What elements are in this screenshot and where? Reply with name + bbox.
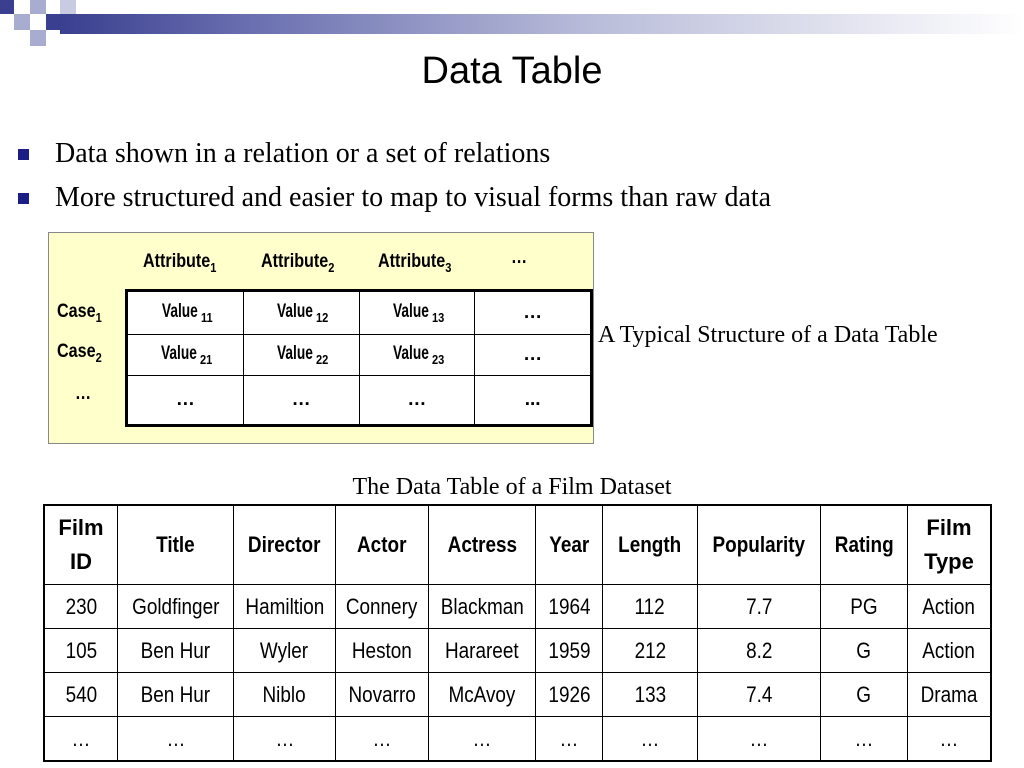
table-cell: Niblo (234, 673, 336, 717)
table-cell: 1926 (536, 673, 603, 717)
table-cell: … (821, 717, 908, 762)
attribute-ellipsis: … (511, 247, 528, 268)
square-bullet-icon (18, 193, 29, 204)
attribute-header: Attribute$_2$ (261, 251, 335, 275)
table-cell: 8.2 (698, 629, 821, 673)
header-square (14, 14, 30, 30)
table-row (127, 291, 592, 335)
bullet-item (14, 132, 771, 176)
table-cell: 112 (603, 585, 698, 629)
attribute-header: Attribute$_1$ (143, 251, 217, 275)
table-cell: 105 (44, 629, 118, 673)
table-cell: 230 (44, 585, 118, 629)
table-cell: Ben Hur (118, 673, 234, 717)
table-cell: 1964 (536, 585, 603, 629)
table-cell: 133 (603, 673, 698, 717)
table-cell: G (821, 629, 908, 673)
table-header-row (44, 505, 991, 585)
bullet-text: More structured and easier to map to visual forms than raw data (55, 182, 772, 213)
table-cell: … (698, 717, 821, 762)
table-cell: Novarro (336, 673, 429, 717)
header-square (46, 14, 60, 30)
table-row (44, 673, 991, 717)
column-header: Rating (821, 505, 908, 585)
table-cell: PG (821, 585, 908, 629)
column-header: Length (603, 505, 698, 585)
table-cell: … (234, 717, 336, 762)
table-cell: … (243, 376, 359, 426)
table-cell: Blackman (429, 585, 536, 629)
bullet-list (14, 132, 771, 220)
case-ellipsis: … (75, 383, 92, 404)
structure-panel (48, 232, 594, 444)
table-cell: 540 (44, 673, 118, 717)
column-header: Actress (429, 505, 536, 585)
table-cell: Value $_{21}$ (127, 335, 244, 376)
slide-title: Data Table (421, 50, 603, 92)
table-cell: … (359, 376, 475, 426)
table-cell: … (475, 335, 592, 376)
table-cell: Hamiltion (234, 585, 336, 629)
table-cell: 1959 (536, 629, 603, 673)
case-label: Case$_1$ (57, 301, 102, 325)
table-row (127, 335, 592, 376)
table-row (127, 376, 592, 426)
table-cell: Heston (336, 629, 429, 673)
table-cell: … (475, 291, 592, 335)
table-cell: 212 (603, 629, 698, 673)
attribute-header: Attribute$_3$ (378, 251, 452, 275)
table-cell: Value $_{22}$ (243, 335, 359, 376)
table-cell: McAvoy (429, 673, 536, 717)
column-header: Popularity (698, 505, 821, 585)
column-header: Film ID (44, 505, 118, 585)
table-cell: Value $_{11}$ (127, 291, 244, 335)
structure-table (125, 289, 593, 427)
case-label: Case$_2$ (57, 341, 102, 365)
table-cell: Value $_{23}$ (359, 335, 475, 376)
table-cell: 7.7 (698, 585, 821, 629)
film-table (43, 504, 992, 762)
table-cell: Ben Hur (118, 629, 234, 673)
column-header: Year (536, 505, 603, 585)
table-cell: G (821, 673, 908, 717)
table-cell: … (118, 717, 234, 762)
table-cell: … (429, 717, 536, 762)
column-header: Title (118, 505, 234, 585)
table-cell: … (908, 717, 992, 762)
column-header: Actor (336, 505, 429, 585)
table-cell: Value $_{12}$ (243, 291, 359, 335)
table-cell: … (536, 717, 603, 762)
table-cell: … (603, 717, 698, 762)
header-square (30, 30, 46, 46)
header-square (0, 0, 14, 14)
bullet-item (14, 176, 771, 220)
header-band (60, 14, 1024, 34)
table-cell: Drama (908, 673, 992, 717)
table-cell: Harareet (429, 629, 536, 673)
table-cell: Action (908, 585, 992, 629)
bullet-text: Data shown in a relation or a set of relations (55, 138, 551, 169)
square-bullet-icon (18, 149, 29, 160)
table-cell: Wyler (234, 629, 336, 673)
table-cell: … (127, 376, 244, 426)
table-cell: Value $_{13}$ (359, 291, 475, 335)
header-square (60, 0, 76, 14)
column-header: Film Type (908, 505, 992, 585)
column-header: Director (234, 505, 336, 585)
table-cell: 7.4 (698, 673, 821, 717)
structure-caption: A Typical Structure of a Data Table (598, 322, 938, 348)
header-square (30, 0, 46, 14)
film-table-caption: The Data Table of a Film Dataset (352, 474, 672, 500)
table-cell: Goldfinger (118, 585, 234, 629)
table-cell: ... (475, 376, 592, 426)
table-row (44, 585, 991, 629)
table-cell: … (44, 717, 118, 762)
table-cell: … (336, 717, 429, 762)
table-cell: Connery (336, 585, 429, 629)
table-row (44, 717, 991, 762)
table-row (44, 629, 991, 673)
table-cell: Action (908, 629, 992, 673)
